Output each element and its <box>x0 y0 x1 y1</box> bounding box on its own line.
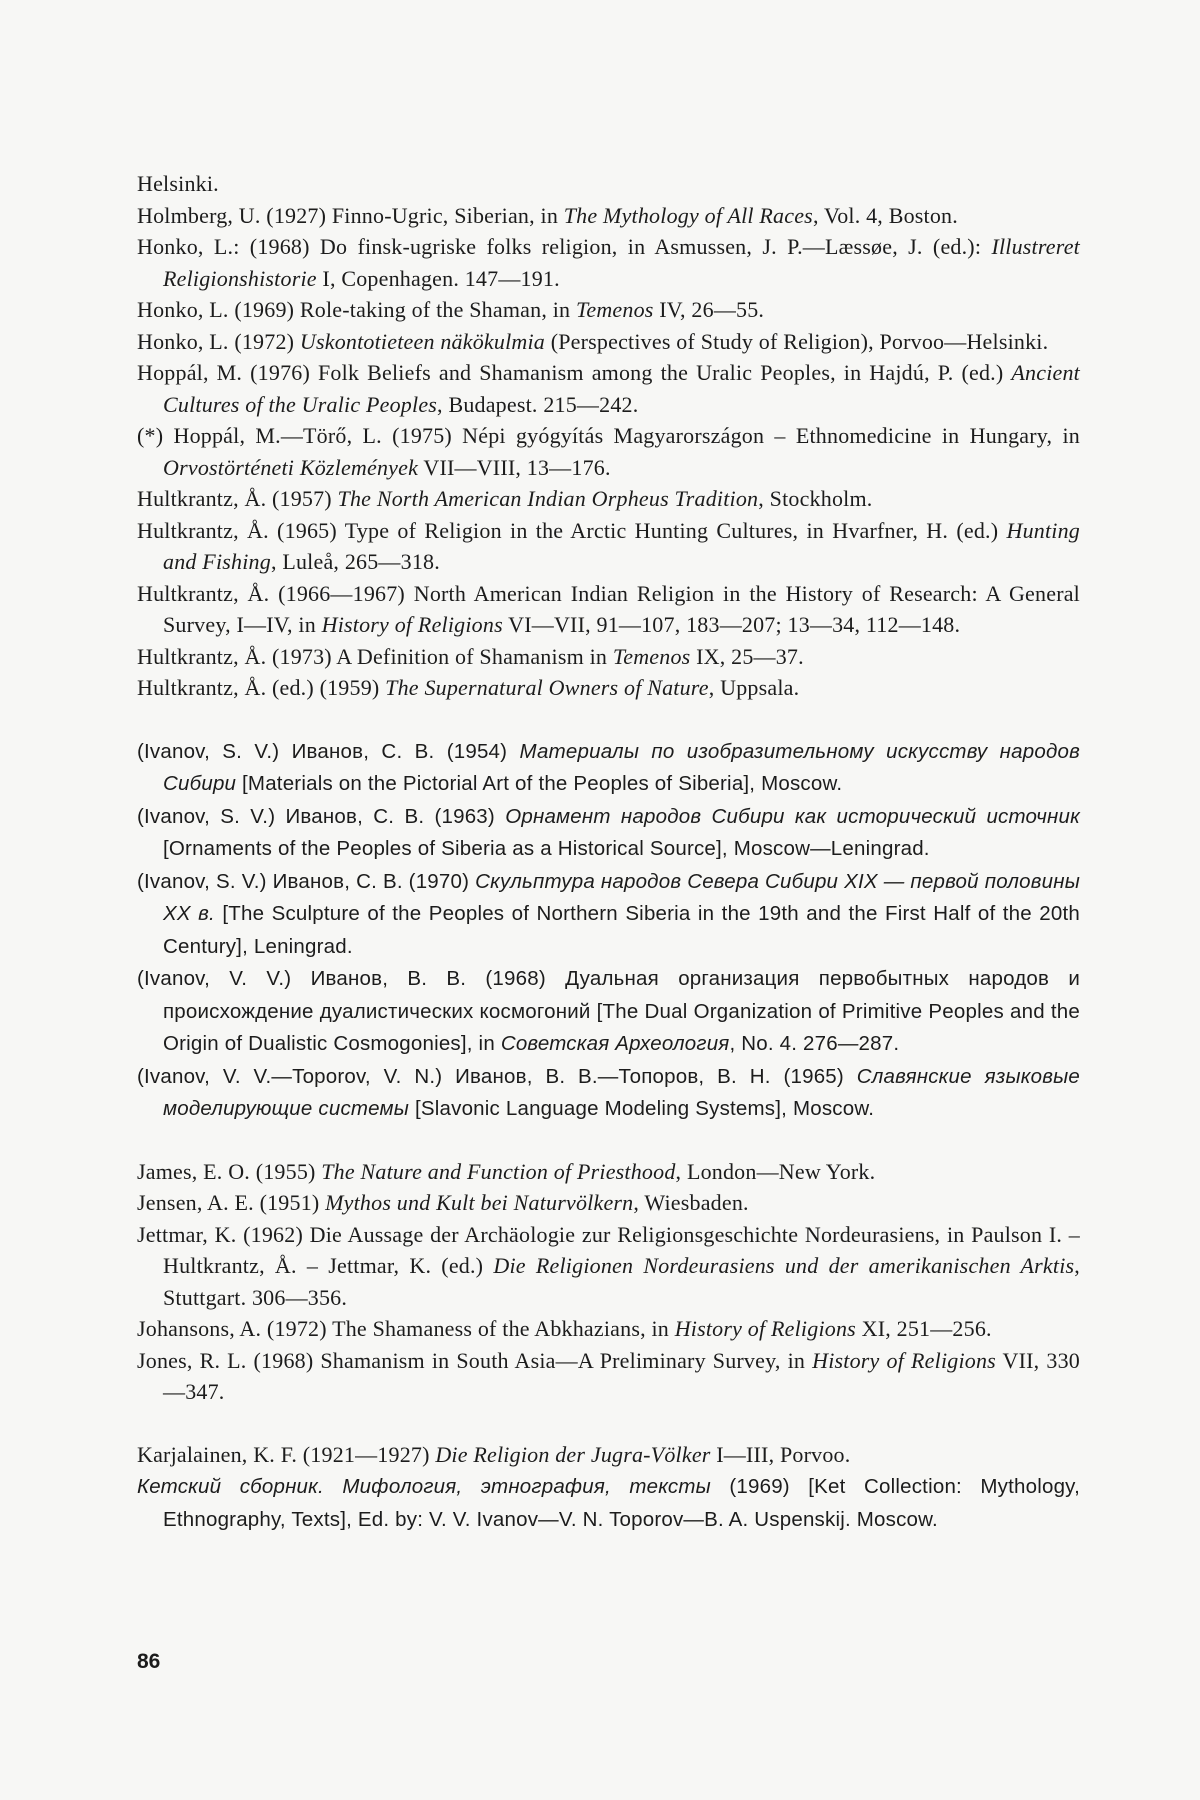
reference-text: Hultkrantz, Å. (1957) <box>137 486 338 511</box>
reference-title: Illustreret Religionshistorie <box>163 234 1080 291</box>
reference-text: Helsinki. <box>137 171 219 196</box>
reference-title: Ancient Cultures of the Uralic Peoples <box>163 360 1080 417</box>
reference-entry <box>137 865 1080 963</box>
reference-entry <box>137 1313 1080 1345</box>
reference-text: I, Copenhagen. 147—191. <box>316 265 560 291</box>
reference-title: Uskontotieteen näkökulmia <box>299 328 545 354</box>
reference-text: Hoppál, M. (1976) Folk Beliefs and Shamanism among the Uralic Peoples, in Hajdú, P. (ed.) <box>137 360 1012 385</box>
reference-text: , Budapest. 215—242. <box>437 391 639 417</box>
reference-text: , London—New York. <box>675 1158 876 1184</box>
reference-text: Karjalainen, K. F. (1921—1927) <box>137 1441 436 1467</box>
reference-text: (*) Hoppál, M.—Törő, L. (1975) Népi gyógyítás Magyarországon – Ethnomedicine in Hungary, in <box>137 423 1080 448</box>
reference-group <box>137 168 1080 704</box>
reference-text: (Ivanov, S. V.) Иванов, С. В. (1963) <box>137 804 506 828</box>
reference-text: IV, 26—55. <box>653 297 765 322</box>
reference-title: The Mythology of All Races <box>563 202 813 228</box>
reference-text: Hultkrantz, Å. (ed.) (1959) <box>137 675 386 700</box>
reference-title: Mythos und Kult bei Naturvölkern <box>325 1190 634 1215</box>
reference-entry <box>137 420 1080 483</box>
reference-title: Кетский сборник. Мифология, этнография, тексты <box>137 1475 711 1498</box>
reference-text: Jensen, A. E. (1951) <box>137 1190 326 1215</box>
reference-text: , Vol. 4, Boston. <box>812 202 958 228</box>
reference-text: VII, 330—347. <box>163 1347 1080 1404</box>
reference-entry <box>137 1345 1080 1408</box>
reference-entry <box>137 800 1080 865</box>
reference-text: Hultkrantz, Å. (1973) A Definition of Shamanism in <box>137 643 613 669</box>
reference-title: Славянские языковые моделирующие системы <box>163 1064 1081 1120</box>
reference-text: [The Sculpture of the Peoples of Northern Siberia in the 19th and the First Half of the 20th Century], Leningrad. <box>163 902 1080 958</box>
reference-title: Die Religion der Jugra-Völker <box>435 1441 711 1467</box>
reference-text: Jones, R. L. (1968) Shamanism in South Asia—A Preliminary Survey, in <box>137 1347 813 1373</box>
page-number: 86 <box>137 1650 161 1673</box>
reference-text: (1969) [Ket Collection: Mythology, Ethnography, Texts], Ed. by: V. V. Ivanov—V. N. Toporov—B. A. Uspenskij. Moscow. <box>163 1475 1081 1531</box>
reference-entry <box>137 357 1080 420</box>
reference-entry <box>137 1187 1080 1219</box>
reference-text: , Stockholm. <box>758 486 873 511</box>
reference-text: (Ivanov, S. V.) Иванов, С. В. (1954) <box>137 739 520 763</box>
reference-title: History of Religions <box>321 612 503 637</box>
reference-group <box>137 1439 1080 1536</box>
reference-text: XI, 251—256. <box>855 1316 992 1341</box>
reference-text: Johansons, A. (1972) The Shamaness of the Abkhazians, in <box>137 1316 675 1341</box>
reference-text: VII—VIII, 13—176. <box>418 454 611 480</box>
reference-text: Honko, L. (1972) <box>137 328 300 354</box>
reference-text: Hultkrantz, Å. (1965) Type of Religion in the Arctic Hunting Cultures, in Hvarfner, H. (ed.) <box>137 517 1007 543</box>
reference-entry <box>137 735 1080 800</box>
reference-text: Honko, L.: (1968) Do finsk-ugriske folks religion, in Asmussen, J. P.—Læssøe, J. (ed.): <box>137 234 992 259</box>
reference-text: , Wiesbaden. <box>633 1190 749 1215</box>
reference-entry <box>137 641 1080 673</box>
reference-entry <box>137 168 1080 200</box>
reference-entry <box>137 515 1080 578</box>
reference-text: VI—VII, 91—107, 183—207; 13—34, 112—148. <box>502 612 961 637</box>
reference-title: Скульптура народов Севера Сибири XIX — первой половины XX в. <box>163 869 1080 925</box>
reference-text: I—III, Porvoo. <box>710 1441 851 1467</box>
reference-text: Honko, L. (1969) Role-taking of the Shaman, in <box>137 297 576 322</box>
reference-title: Hunting and Fishing <box>163 517 1080 574</box>
reference-entry <box>137 1439 1080 1471</box>
reference-entry <box>137 1060 1080 1125</box>
reference-entry <box>137 294 1080 326</box>
reference-text: , No. 4. 276—287. <box>729 1032 900 1055</box>
bibliography-page <box>137 168 1080 1566</box>
reference-title: The Supernatural Owners of Nature <box>385 675 709 700</box>
reference-entry <box>137 1219 1080 1314</box>
reference-text: (Ivanov, S. V.) Иванов, С. В. (1970) <box>137 869 476 893</box>
reference-title: History of Religions <box>812 1347 996 1373</box>
reference-text: [Materials on the Pictorial Art of the Peoples of Siberia], Moscow. <box>236 772 843 795</box>
reference-text: , Stuttgart. 306—356. <box>163 1253 1080 1310</box>
reference-entry <box>137 231 1080 294</box>
reference-text: (Ivanov, V. V.—Toporov, V. N.) Иванов, В. В.—Топоров, В. Н. (1965) <box>137 1064 857 1088</box>
reference-text: Jettmar, K. (1962) Die Aussage der Archäologie zur Religionsgeschichte Nordeurasiens, in Paulson I. – Hultkrantz, Å. – Jettmar, K. (ed.) <box>137 1221 1080 1278</box>
reference-title: The Nature and Function of Priesthood <box>321 1158 676 1184</box>
reference-text: , Luleå, 265—318. <box>270 549 440 574</box>
reference-entry <box>137 200 1080 232</box>
reference-text: (Perspectives of Study of Religion), Porvoo—Helsinki. <box>545 328 1049 354</box>
reference-entry <box>137 578 1080 641</box>
reference-title: Temenos <box>575 297 654 322</box>
reference-text: Holmberg, U. (1927) Finno-Ugric, Siberian, in <box>137 202 564 228</box>
reference-title: The North American Indian Orpheus Tradition <box>337 486 759 511</box>
reference-text: James, E. O. (1955) <box>137 1158 322 1184</box>
reference-entry <box>137 1156 1080 1188</box>
reference-entry <box>137 326 1080 358</box>
reference-entry <box>137 1470 1080 1535</box>
reference-entry <box>137 962 1080 1060</box>
reference-entry <box>137 483 1080 515</box>
reference-title: Orvostörténeti Közlemények <box>163 454 419 480</box>
reference-title: Советская Археология <box>500 1032 730 1055</box>
reference-group <box>137 735 1080 1125</box>
reference-text: IX, 25—37. <box>690 643 804 669</box>
reference-text: , Uppsala. <box>708 675 800 700</box>
reference-text: Hultkrantz, Å. (1966—1967) North American Indian Religion in the History of Research: A General Survey, I—IV, in <box>137 580 1080 637</box>
reference-title: Die Religionen Nordeurasiens und der amerikanischen Arktis <box>493 1253 1075 1278</box>
reference-title: Орнамент народов Сибири как исторический источник <box>505 804 1080 828</box>
reference-title: Temenos <box>612 643 691 669</box>
reference-group <box>137 1156 1080 1408</box>
reference-text: [Ornaments of the Peoples of Siberia as a Historical Source], Moscow—Leningrad. <box>163 837 930 860</box>
reference-entry <box>137 672 1080 704</box>
reference-title: History of Religions <box>674 1316 856 1341</box>
reference-text: (Ivanov, V. V.) Иванов, В. В. (1968) Дуальная организация первобытных народов и происхождение дуалистических космогоний [The Dual Organization of Primitive Peoples and the Origin of Dualistic Cosmogonies], in <box>137 967 1080 1055</box>
reference-title: Материалы по изобразительному искусству народов Сибири <box>163 739 1080 795</box>
reference-text: [Slavonic Language Modeling Systems], Moscow. <box>409 1097 875 1120</box>
